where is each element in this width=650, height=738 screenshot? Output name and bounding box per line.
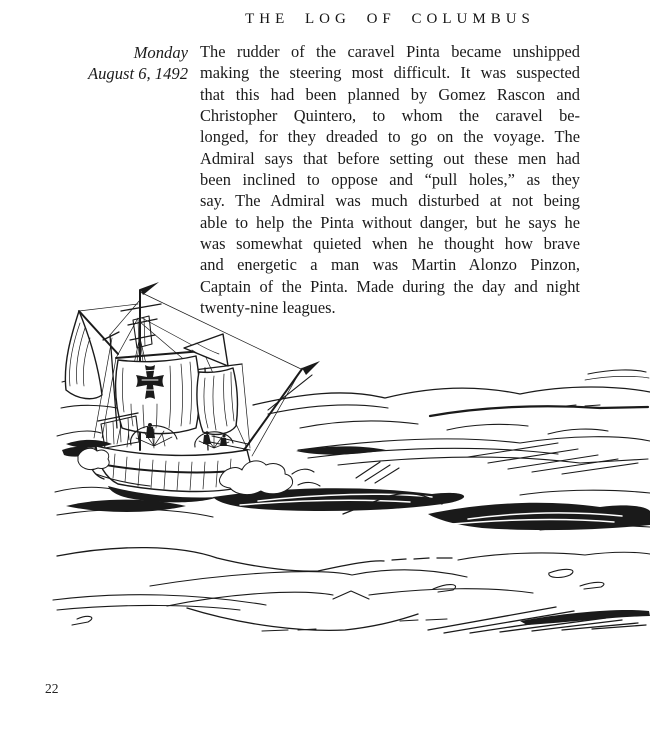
text-line: that this had been planned by Gomez Rascon and xyxy=(200,84,580,104)
text-line: twenty-nine leagues. xyxy=(200,298,336,318)
text-line: say. The Admiral was much disturbed at not being xyxy=(200,191,580,211)
lateen-sail xyxy=(65,311,102,399)
text-line: and energetic a man was Martin Alonzo Pinzon, xyxy=(200,255,580,275)
running-head: THE LOG OF COLUMBUS xyxy=(245,11,535,27)
ship-illustration xyxy=(0,278,650,658)
fore-sail xyxy=(197,368,238,434)
entry-date-full: August 6, 1492 xyxy=(87,64,188,84)
text-line: been inclined to oppose and “pull holes,” as they xyxy=(200,170,580,190)
text-line: Captain of the Pinta. Made during the day and night xyxy=(200,276,580,296)
text-line: Christopher Quintero, to whom the caravel be- xyxy=(200,106,580,126)
page-number: 22 xyxy=(45,681,59,696)
text-line: Admiral says that before setting out these men had xyxy=(200,148,580,168)
entry-date-day: Monday xyxy=(133,43,188,62)
text-line: longed, for they dreaded to go on the voyage. The xyxy=(200,127,580,147)
text-line: The rudder of the caravel Pinta became unshipped xyxy=(200,42,580,61)
masts-and-spars xyxy=(79,282,320,450)
text-line: was somewhat quieted when he thought how brave xyxy=(200,234,580,254)
text-line: able to help the Pinta without danger, but he says he xyxy=(200,212,580,232)
entry-date xyxy=(78,42,188,85)
entry-body xyxy=(200,41,580,318)
caravel-ship xyxy=(65,282,320,502)
text-line: making the steering most difficult. It was suspected xyxy=(200,63,580,83)
